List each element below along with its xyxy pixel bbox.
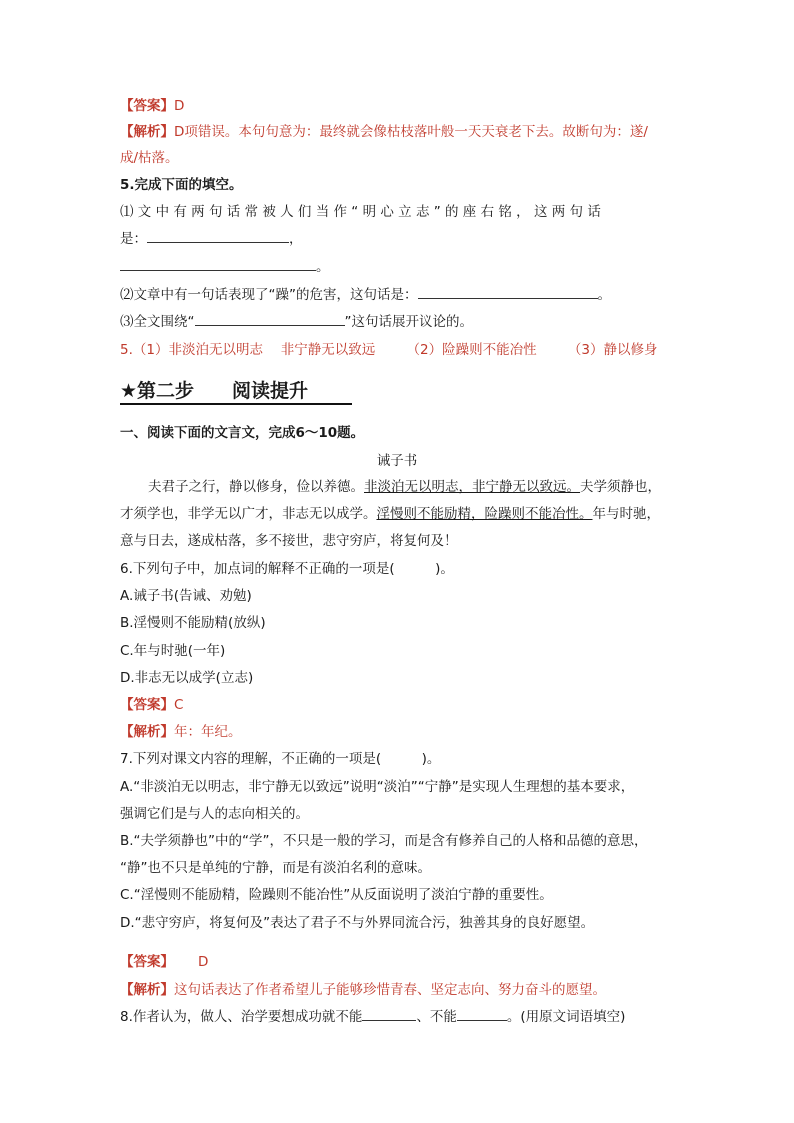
q5-part1-line3: 。	[120, 256, 330, 278]
q5-part3: ⑶全文围绕“ ”这句话展开议论的。	[120, 311, 473, 333]
passage-line2: 才须学也，非学无以广才，非志无以成学。淫慢则不能励精，险躁则不能冶性。年与时驰，	[120, 506, 660, 522]
q6-stem: 6.下列句子中，加点词的解释不正确的一项是( )。	[120, 561, 454, 577]
q7-option-b-line2: “静”也不只是单纯的宁静，而是有淡泊名利的意味。	[120, 860, 431, 876]
q7-option-a-line1: A.“非淡泊无以明志，非宁静无以致远”说明“淡泊”“宁静”是实现人生理想的基本要求，	[120, 779, 635, 795]
q5-part1-line2: 是： ，	[120, 228, 303, 250]
answer-blank[interactable]	[195, 311, 345, 326]
q5-prev-explanation: 【解析】D项错误。本句句意为：最终就会像枯枝落叶般一天天衰老下去。故断句为：遂/	[120, 124, 648, 140]
answer-blank[interactable]	[147, 228, 289, 243]
q7-explanation: 【解析】这句话表达了作者希望儿子能够珍惜青春、坚定志向、努力奋斗的愿望。	[120, 982, 606, 998]
answer-blank[interactable]	[418, 284, 598, 299]
answer-blank[interactable]	[362, 1006, 416, 1021]
q5-part1-line1: ⑴ 文 中 有 两 句 话 常 被 人 们 当 作 “ 明 心 立 志 ” 的 座 右 铭 ， 这 两 句 话	[120, 204, 601, 220]
q7-option-c: C.“淫慢则不能励精，险躁则不能冶性”从反面说明了淡泊宁静的重要性。	[120, 887, 553, 903]
q7-option-a-line2: 强调它们是与人的志向相关的。	[120, 806, 309, 822]
q6-answer: 【答案】C	[120, 697, 184, 713]
q7-option-d: D.“悲守穷庐，将复何及”表达了君子不与外界同流合污，独善其身的良好愿望。	[120, 915, 595, 931]
q6-option-b: B.淫慢则不能励精(放纵)	[120, 615, 266, 631]
passage-title: 诫子书	[376, 453, 418, 469]
q6-explanation: 【解析】年：年纪。	[120, 724, 242, 740]
q6-option-c: C.年与时驰(一年)	[120, 643, 226, 659]
answer-blank[interactable]	[457, 1006, 507, 1021]
q5-title: 5.完成下面的填空。	[120, 177, 243, 193]
q7-option-b-line1: B.“夫学须静也”中的“学”，不只是一般的学习，而是含有修养自己的人格和品德的意思，	[120, 833, 648, 849]
q5-answer: 5.（1）非淡泊无以明志 非宁静无以致远 （2）险躁则不能冶性 （3）静以修身	[120, 342, 658, 358]
step2-heading: ★第二步 阅读提升	[120, 380, 309, 402]
q5-prev-explanation-cont: 成/枯落。	[120, 150, 179, 166]
q7-stem: 7.下列对课文内容的理解，不正确的一项是( )。	[120, 751, 441, 767]
passage-line3: 意与日去，遂成枯落，多不接世，悲守穷庐，将复何及！	[120, 533, 458, 549]
section1-title: 一、阅读下面的文言文，完成6～10题。	[120, 425, 365, 441]
q5-prev-answer: 【答案】D	[120, 98, 185, 114]
answer-blank[interactable]	[120, 256, 316, 271]
q8-stem: 8.作者认为，做人、治学要想成功就不能 、不能 。(用原文词语填空)	[120, 1006, 625, 1028]
q7-answer: 【答案】 D	[120, 954, 209, 970]
q5-part2: ⑵文章中有一句话表现了“躁”的危害，这句话是： 。	[120, 284, 611, 306]
q6-option-d: D.非志无以成学(立志)	[120, 670, 254, 686]
step2-underline	[120, 403, 352, 405]
passage-line1: 夫君子之行，静以修身，俭以养德。非淡泊无以明志，非宁静无以致远。夫学须静也，	[148, 479, 661, 495]
q6-option-a: A.诫子书(告诫、劝勉)	[120, 588, 252, 604]
